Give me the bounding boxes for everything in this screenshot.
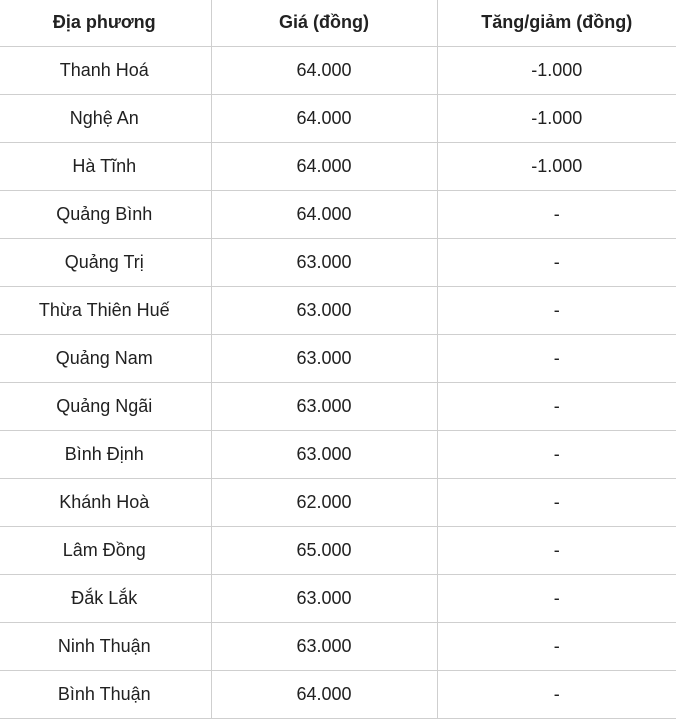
table-row <box>0 239 676 287</box>
table-row <box>0 479 676 527</box>
region-cell: Nghệ An <box>0 95 211 143</box>
region-cell: Quảng Ngãi <box>0 383 211 431</box>
price-cell: 63.000 <box>211 383 437 431</box>
table-row <box>0 335 676 383</box>
table-body <box>0 47 676 719</box>
table-header <box>0 0 676 47</box>
change-cell: - <box>437 527 676 575</box>
price-cell: 63.000 <box>211 431 437 479</box>
region-cell: Thanh Hoá <box>0 47 211 95</box>
table-row <box>0 191 676 239</box>
header-row <box>0 0 676 47</box>
price-cell: 64.000 <box>211 671 437 719</box>
price-cell: 63.000 <box>211 623 437 671</box>
price-cell: 64.000 <box>211 191 437 239</box>
change-cell: - <box>437 431 676 479</box>
table-row <box>0 671 676 719</box>
header-region: Địa phương <box>0 0 211 47</box>
change-cell: - <box>437 287 676 335</box>
change-cell: - <box>437 239 676 287</box>
price-cell: 64.000 <box>211 47 437 95</box>
change-cell: - <box>437 335 676 383</box>
header-price: Giá (đồng) <box>211 0 437 47</box>
change-cell: -1.000 <box>437 143 676 191</box>
table-row <box>0 383 676 431</box>
change-cell: - <box>437 575 676 623</box>
region-cell: Quảng Nam <box>0 335 211 383</box>
price-cell: 63.000 <box>211 575 437 623</box>
change-cell: - <box>437 383 676 431</box>
table-row <box>0 95 676 143</box>
table-row <box>0 47 676 95</box>
price-cell: 62.000 <box>211 479 437 527</box>
table-row <box>0 575 676 623</box>
change-cell: -1.000 <box>437 47 676 95</box>
header-change: Tăng/giảm (đồng) <box>437 0 676 47</box>
price-cell: 63.000 <box>211 287 437 335</box>
table-row <box>0 287 676 335</box>
region-cell: Quảng Trị <box>0 239 211 287</box>
price-cell: 63.000 <box>211 239 437 287</box>
region-cell: Bình Định <box>0 431 211 479</box>
price-cell: 64.000 <box>211 143 437 191</box>
region-cell: Thừa Thiên Huế <box>0 287 211 335</box>
region-cell: Quảng Bình <box>0 191 211 239</box>
price-cell: 63.000 <box>211 335 437 383</box>
region-cell: Khánh Hoà <box>0 479 211 527</box>
price-cell: 65.000 <box>211 527 437 575</box>
table-row <box>0 527 676 575</box>
region-cell: Đắk Lắk <box>0 575 211 623</box>
region-cell: Ninh Thuận <box>0 623 211 671</box>
region-cell: Hà Tĩnh <box>0 143 211 191</box>
region-cell: Lâm Đồng <box>0 527 211 575</box>
change-cell: - <box>437 479 676 527</box>
region-cell: Bình Thuận <box>0 671 211 719</box>
change-cell: - <box>437 671 676 719</box>
table-row <box>0 143 676 191</box>
change-cell: - <box>437 623 676 671</box>
table-row <box>0 431 676 479</box>
price-cell: 64.000 <box>211 95 437 143</box>
table-row <box>0 623 676 671</box>
change-cell: -1.000 <box>437 95 676 143</box>
change-cell: - <box>437 191 676 239</box>
